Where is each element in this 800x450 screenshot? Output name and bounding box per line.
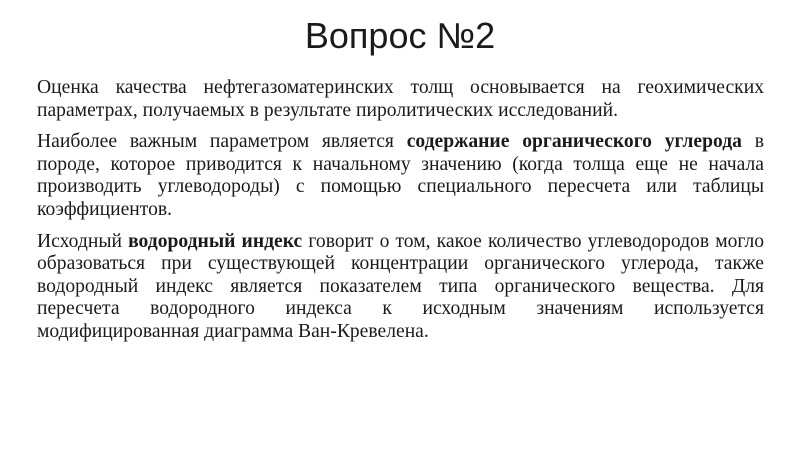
paragraph-2-text-end: в породе, которое приводится к начальному значению (когда толща еще не начала производить углеводороды) с помощью специального пересчета или таблицы коэффициентов.	[37, 131, 764, 220]
paragraph-3-emphasis: водородный индекс	[128, 230, 303, 252]
paragraph-1-text: Оценка качества нефтегазоматеринских толщ основывается на геохимических параметрах, получаемых в результате пиролитических исследований.	[37, 77, 764, 121]
paragraph-3-text-end: говорит о том, какое количество углеводородов могло образоваться при существующей концентрации органического углерода, также водородный индекс является показателем типа органического вещества. Для пересчета водородного индекса к исходным значениям используется модифицированная диаграмма Ван-Кревелена.	[37, 230, 765, 342]
slide-title: Вопрос №2	[304, 15, 496, 56]
paragraph-3	[37, 231, 764, 344]
paragraph-2-text-start: Наиболее важным параметром является	[37, 131, 407, 153]
paragraph-3-text-start: Исходный	[37, 230, 129, 252]
paragraph-1	[37, 77, 764, 122]
paragraph-2-emphasis: содержание органического углерода	[406, 131, 742, 153]
paragraph-2	[37, 131, 764, 221]
slide-body	[37, 77, 764, 353]
